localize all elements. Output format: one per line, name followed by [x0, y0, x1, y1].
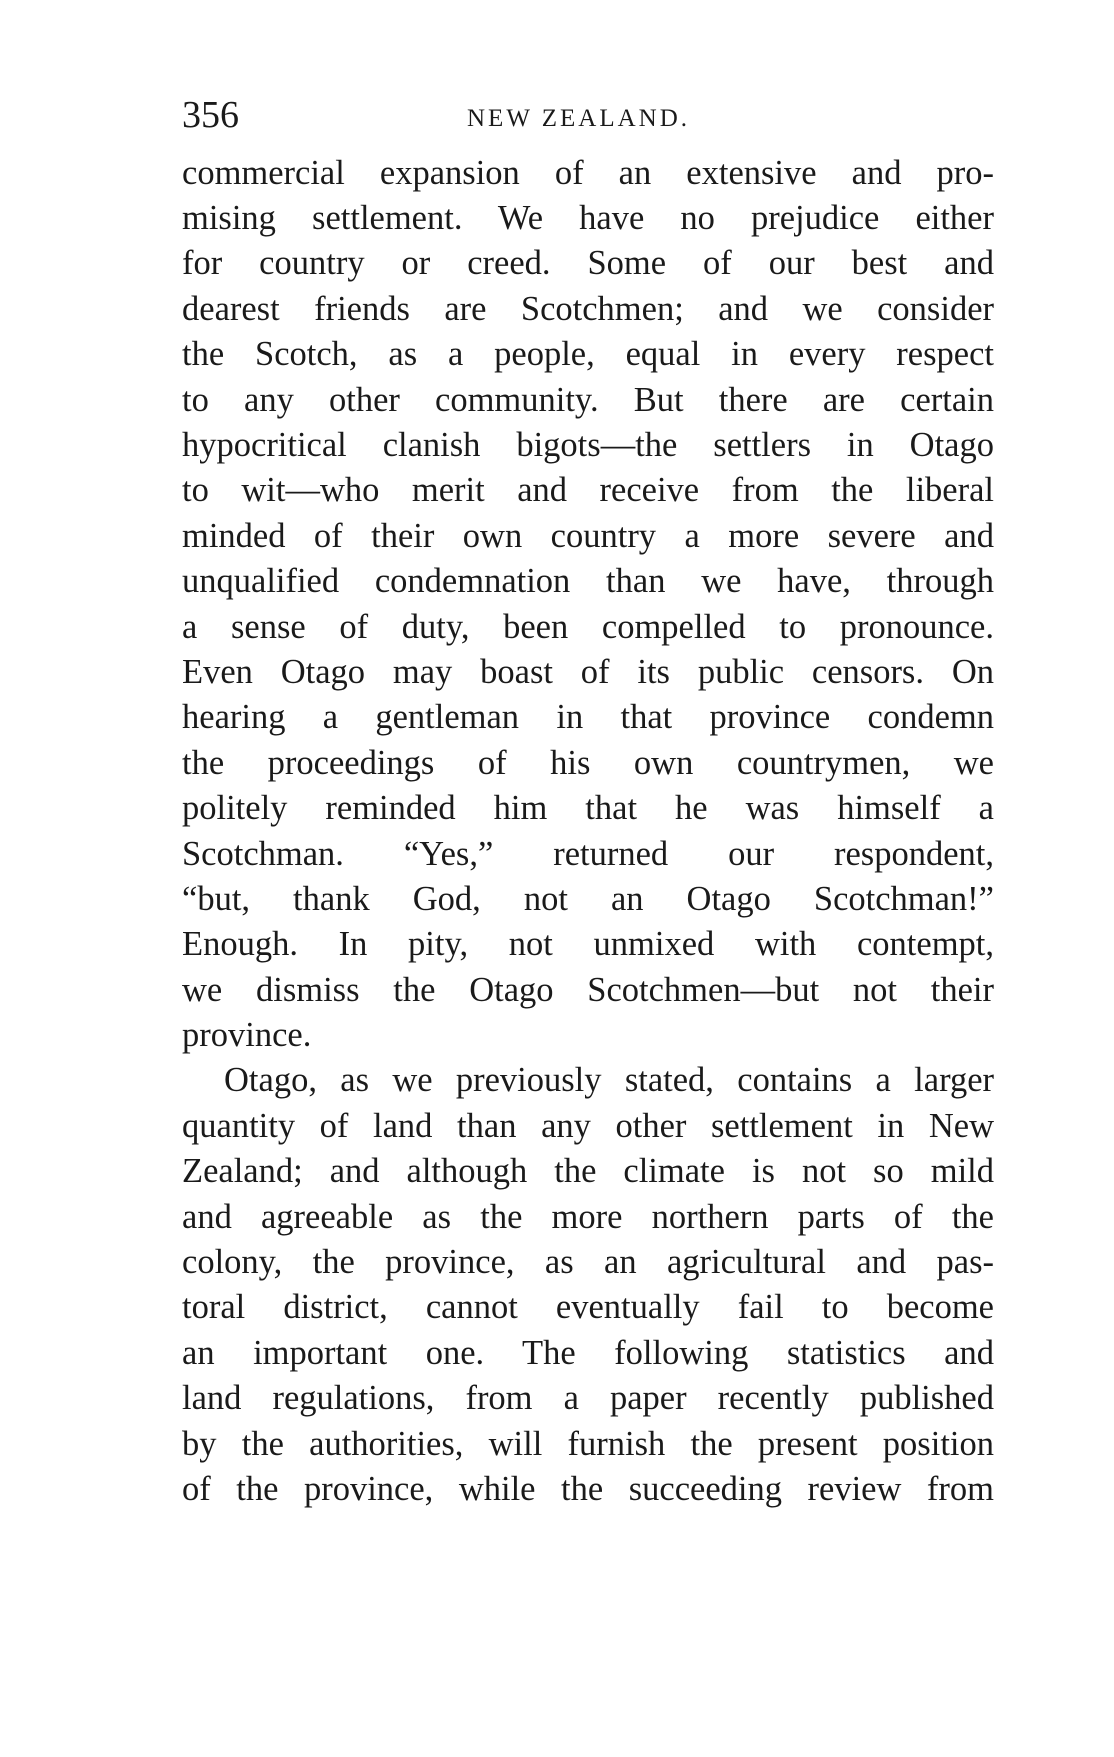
text-line: hypocritical clanish bigots—the settlers in Otago: [182, 426, 994, 464]
text-line: minded of their own country a more severe and: [182, 517, 994, 555]
text-line: commercial expansion of an extensive and pro-: [182, 154, 994, 192]
text-line: for country or creed. Some of our best and: [182, 244, 994, 282]
text-line: hearing a gentleman in that province condemn: [182, 698, 994, 736]
text-line: Enough. In pity, not unmixed with contempt,: [182, 925, 994, 963]
text-line: quantity of land than any other settlement in New: [182, 1107, 994, 1145]
text-line: “but, thank God, not an Otago Scotchman!”: [182, 880, 994, 918]
text-line: and agreeable as the more northern parts of the: [182, 1198, 994, 1236]
text-line: the proceedings of his own countrymen, we: [182, 744, 994, 782]
text-line: we dismiss the Otago Scotchmen—but not their: [182, 971, 994, 1009]
text-line: dearest friends are Scotchmen; and we consider: [182, 290, 994, 328]
text-line: an important one. The following statistics and: [182, 1334, 994, 1372]
text-line: Scotchman. “Yes,” returned our respondent,: [182, 835, 994, 873]
running-title: NEW ZEALAND.: [467, 105, 690, 132]
text-line: Otago, as we previously stated, contains a larger: [224, 1061, 994, 1099]
text-line: politely reminded him that he was himself a: [182, 789, 994, 827]
text-line: to any other community. But there are certain: [182, 381, 994, 419]
text-line: mising settlement. We have no prejudice either: [182, 199, 994, 237]
text-line: a sense of duty, been compelled to pronounce.: [182, 608, 994, 646]
text-line: unqualified condemnation than we have, through: [182, 562, 994, 600]
text-line: toral district, cannot eventually fail to become: [182, 1288, 994, 1326]
page-number: 356: [182, 94, 239, 136]
text-line: land regulations, from a paper recently published: [182, 1379, 994, 1417]
text-line: to wit—who merit and receive from the liberal: [182, 471, 994, 509]
text-line: the Scotch, as a people, equal in every respect: [182, 335, 994, 373]
running-header: [182, 90, 994, 140]
text-line: Zealand; and although the climate is not so mild: [182, 1152, 994, 1190]
text-line: Even Otago may boast of its public censors. On: [182, 653, 994, 691]
text-line: of the province, while the succeeding review from: [182, 1470, 994, 1508]
text-line: by the authorities, will furnish the present position: [182, 1425, 994, 1463]
text-line: colony, the province, as an agricultural and pas-: [182, 1243, 994, 1281]
text-line: province.: [182, 1016, 312, 1054]
